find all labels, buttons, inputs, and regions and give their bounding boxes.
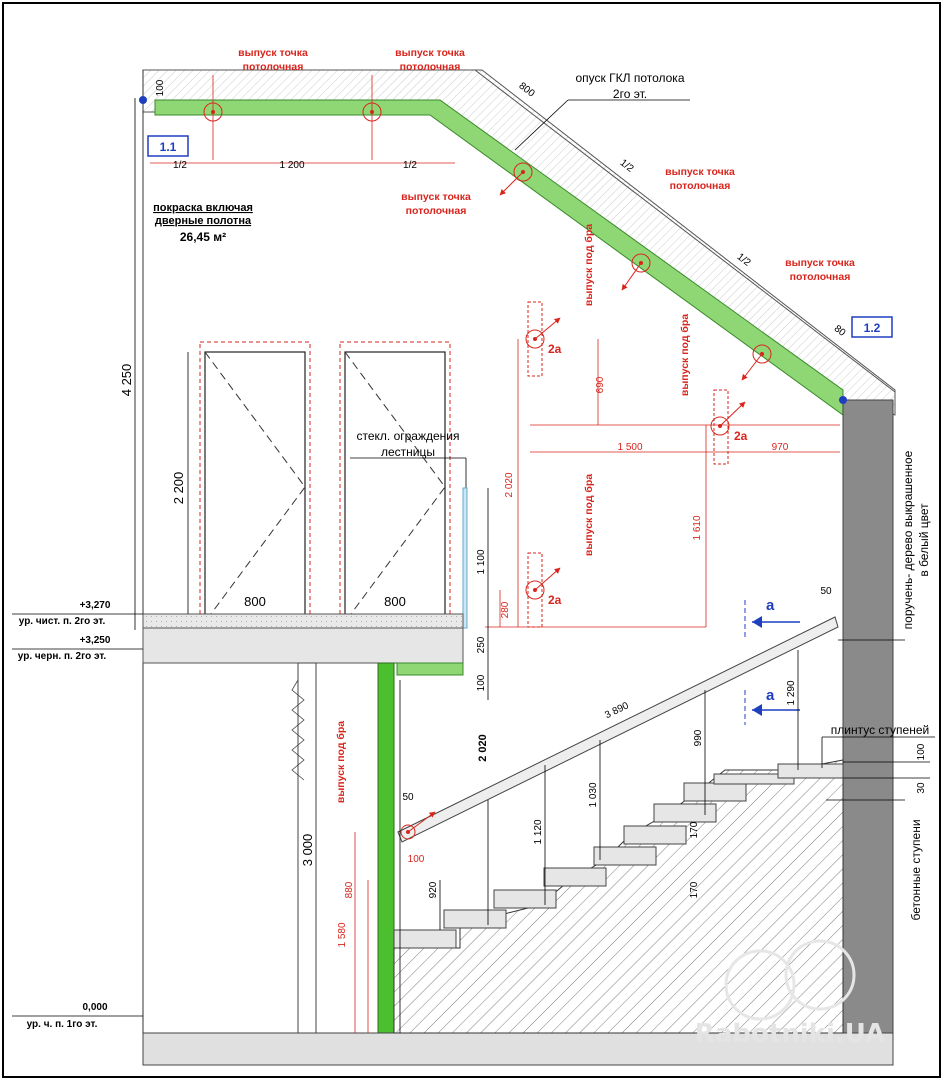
- dim-170-b: 170: [689, 881, 700, 899]
- wall-outlet-3: [526, 553, 562, 627]
- svg-text:стекл. ограждения: стекл. ограждения: [356, 429, 460, 443]
- wall-outlet-1: [526, 302, 562, 376]
- blue-point-left: [139, 96, 147, 104]
- svg-text:лестницы: лестницы: [381, 445, 435, 459]
- dim-50-bottom: 50: [402, 792, 414, 803]
- dim-slope-800: 800: [516, 80, 537, 100]
- right-wall: [843, 400, 893, 1035]
- svg-text:2а: 2а: [734, 429, 748, 443]
- dim-slope-80: 80: [831, 323, 848, 339]
- dim-880: 880: [344, 881, 355, 899]
- level-mark-3250: [12, 635, 143, 662]
- dim-990: 990: [693, 729, 704, 747]
- dim-690: 690: [595, 376, 606, 394]
- dim-slope-half-1: 1/2: [617, 157, 636, 175]
- svg-text:Rabotniki.UA: Rabotniki.UA: [694, 1019, 886, 1049]
- wall-outlet-2: [711, 390, 748, 464]
- dim-2020-bold: 2 020: [477, 734, 489, 762]
- svg-text:26,45 м²: 26,45 м²: [179, 230, 227, 244]
- label-wall-outlet-2: выпуск под бра: [679, 313, 691, 397]
- dim-door-width-1: 800: [244, 594, 266, 609]
- dim-top-100: 100: [155, 79, 166, 97]
- dim-280: 280: [500, 601, 511, 619]
- svg-text:выпуск точка: выпуск точка: [401, 191, 471, 203]
- tag-1-1-text: 1.1: [159, 140, 177, 154]
- svg-text:в белый цвет: в белый цвет: [917, 503, 931, 577]
- dim-1200: 1 200: [279, 160, 305, 171]
- label-wall-outlet-3: выпуск под бра: [583, 473, 595, 557]
- level-mark-3270: [12, 600, 143, 627]
- label-ceiling-outlet-4: [665, 166, 735, 192]
- level-mark-0000: [12, 1002, 143, 1030]
- svg-text:поручень- дерево выкрашенное: поручень- дерево выкрашенное: [901, 450, 915, 630]
- svg-text:ур. черн. п. 2го эт.: ур. черн. п. 2го эт.: [17, 651, 107, 662]
- floor-finish-2: [143, 614, 463, 628]
- dim-250: 250: [476, 636, 487, 654]
- label-ceiling-outlet-5: [785, 257, 855, 283]
- svg-text:а: а: [766, 597, 775, 614]
- dim-door-height: 2 200: [171, 471, 186, 505]
- dim-100: 100: [476, 674, 487, 692]
- dim-3890: 3 890: [603, 700, 631, 722]
- svg-text:выпуск точка: выпуск точка: [395, 47, 465, 59]
- glass-railing: [463, 488, 467, 628]
- dim-2020: 2 020: [504, 472, 515, 498]
- dim-1500: 1 500: [617, 442, 643, 453]
- svg-text:потолочная: потолочная: [399, 61, 461, 73]
- svg-text:потолочная: потолочная: [405, 205, 467, 217]
- dim-1290: 1 290: [786, 680, 797, 706]
- label-ceiling-outlet-2: [395, 47, 465, 73]
- dim-3000: 3 000: [300, 833, 315, 867]
- label-wall-outlet-4: выпуск под бра: [335, 720, 347, 804]
- dim-slope-half-2: 1/2: [734, 251, 753, 269]
- svg-text:а: а: [766, 687, 775, 704]
- dim-1100: 1 100: [476, 549, 487, 575]
- svg-text:выпуск точка: выпуск точка: [665, 166, 735, 178]
- svg-text:ур. чист. п. 2го эт.: ур. чист. п. 2го эт.: [18, 616, 106, 627]
- svg-text:+3,250: +3,250: [79, 635, 111, 646]
- dim-plinth-30: 30: [916, 782, 927, 794]
- svg-text:выпуск точка: выпуск точка: [785, 257, 855, 269]
- svg-text:потолочная: потолочная: [669, 180, 731, 192]
- svg-text:0,000: 0,000: [82, 1002, 108, 1013]
- svg-text:опуск ГКЛ потолока: опуск ГКЛ потолока: [575, 71, 685, 85]
- svg-text:2а: 2а: [548, 342, 562, 356]
- label-wall-outlet-1: выпуск под бра: [583, 223, 595, 307]
- svg-text:потолочная: потолочная: [242, 61, 304, 73]
- dim-170-a: 170: [689, 821, 700, 839]
- svg-text:выпуск точка: выпуск точка: [238, 47, 308, 59]
- dim-1120: 1 120: [533, 819, 544, 845]
- dim-50-top: 50: [820, 586, 832, 597]
- dim-door-width-2: 800: [384, 594, 406, 609]
- dim-970: 970: [771, 442, 789, 453]
- svg-text:2а: 2а: [548, 593, 562, 607]
- dim-100-red: 100: [407, 854, 425, 865]
- svg-text:2го эт.: 2го эт.: [612, 87, 648, 101]
- label-ceiling-outlet-3: [401, 191, 471, 217]
- dim-total-height: 4 250: [119, 363, 134, 397]
- svg-text:потолочная: потолочная: [789, 271, 851, 283]
- floor-slab-2: [143, 628, 463, 663]
- dim-half-1: 1/2: [173, 160, 187, 171]
- tag-1-2-text: 1.2: [863, 321, 881, 335]
- svg-text:ур. ч. п. 1го эт.: ур. ч. п. 1го эт.: [26, 1019, 98, 1030]
- label-ceiling-outlet-1: [238, 47, 308, 73]
- green-wall: [378, 663, 394, 1035]
- svg-text:дверные полотна: дверные полотна: [154, 215, 252, 227]
- paint-note: [153, 202, 253, 244]
- door-2: [340, 342, 450, 627]
- dim-920: 920: [428, 881, 439, 899]
- svg-text:плинтус ступеней: плинтус ступеней: [830, 723, 930, 737]
- dim-1580: 1 580: [337, 922, 348, 948]
- dim-plinth-100: 100: [916, 743, 927, 761]
- blue-point-right: [839, 396, 847, 404]
- svg-text:+3,270: +3,270: [79, 600, 111, 611]
- beam: [397, 663, 463, 675]
- door-1: [188, 342, 310, 627]
- dim-half-2: 1/2: [403, 160, 417, 171]
- dim-1610: 1 610: [692, 515, 703, 541]
- section-mark-a-top: [745, 597, 800, 640]
- dim-1030: 1 030: [588, 782, 599, 808]
- svg-text:бетонные ступени: бетонные ступени: [909, 819, 923, 921]
- svg-text:покраска включая: покраска включая: [153, 202, 253, 214]
